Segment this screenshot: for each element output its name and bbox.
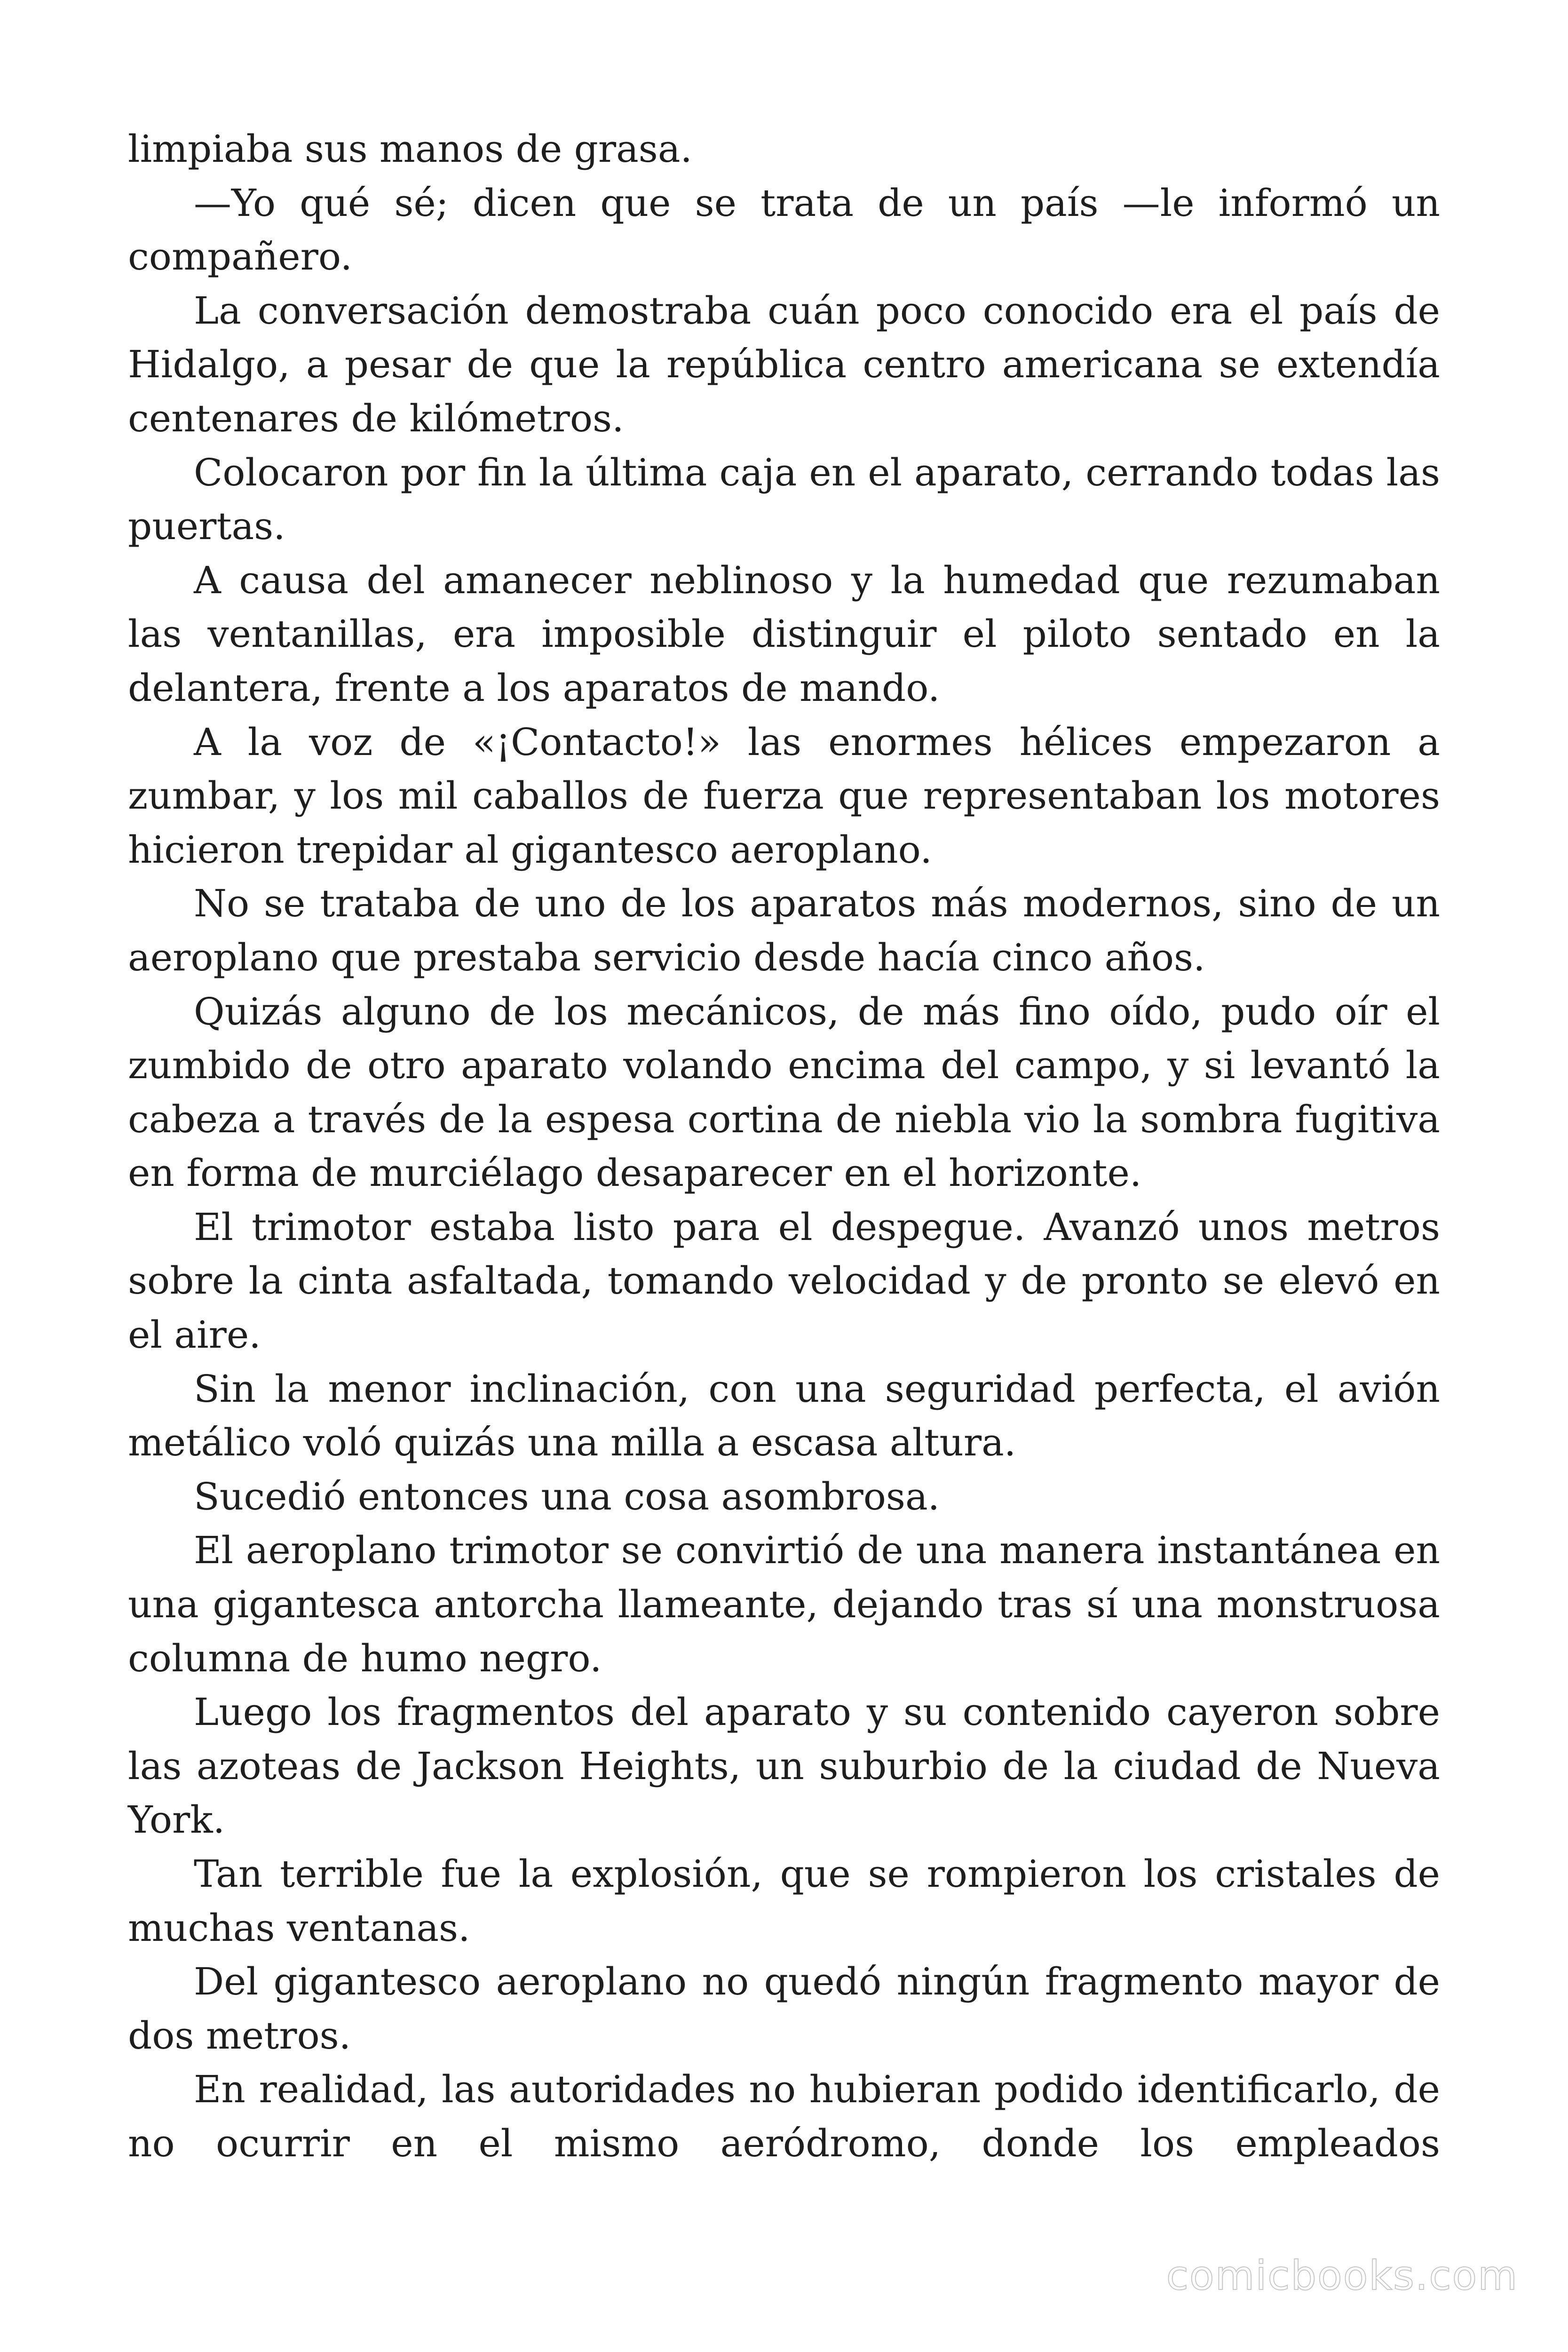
paragraph: Quizás alguno de los mecánicos, de más fino oído, pudo oír el zumbido de otro aparato volando encima del campo, y si levantó la cabeza a través de la espesa cortina de niebla vio la sombra fugitiva en forma de murciélago desaparecer en el horizonte. <box>128 989 1440 1195</box>
paragraph: No se trataba de uno de los aparatos más modernos, sino de un aeroplano que prestaba servicio desde hacía cinco años. <box>128 882 1440 979</box>
paragraph-continuation: limpiaba sus manos de grasa. <box>128 127 692 171</box>
watermark: comicbooks.com <box>1166 2252 1518 2299</box>
paragraph-continues: En realidad, las autoridades no hubieran podido identificarlo, de no ocurrir en el mismo aeródromo, donde los empleados <box>128 2067 1440 2165</box>
paragraph: El aeroplano trimotor se convirtió de una manera instantánea en una gigantesca antorcha llameante, dejando tras sí una monstruosa columna de humo negro. <box>128 1528 1440 1680</box>
paragraph: Sin la menor inclinación, con una seguridad perfecta, el avión metálico voló quizás una milla a escasa altura. <box>128 1367 1440 1465</box>
body-text <box>128 122 1440 2171</box>
paragraph: Tan terrible fue la explosión, que se rompieron los cristales de muchas ventanas. <box>128 1852 1440 1950</box>
paragraph: —Yo qué sé; dicen que se trata de un país —le informó un compañero. <box>128 181 1440 279</box>
paragraph: El trimotor estaba listo para el despegue. Avanzó unos metros sobre la cinta asfaltada, tomando velocidad y de pronto se elevó en el aire. <box>128 1205 1440 1357</box>
paragraph: Colocaron por fin la última caja en el aparato, cerrando todas las puertas. <box>128 450 1440 548</box>
paragraph: Sucedió entonces una cosa asombrosa. <box>194 1474 940 1518</box>
paragraph: Luego los fragmentos del aparato y su contenido cayeron sobre las azoteas de Jackson Heights, un suburbio de la ciudad de Nueva York. <box>128 1690 1440 1842</box>
paragraph: A la voz de «¡Contacto!» las enormes hélices empezaron a zumbar, y los mil caballos de fuerza que representaban los motores hicieron trepidar al gigantesco aeroplano. <box>128 720 1440 872</box>
paragraph: Del gigantesco aeroplano no quedó ningún fragmento mayor de dos metros. <box>128 1960 1440 2058</box>
paragraph: La conversación demostraba cuán poco conocido era el país de Hidalgo, a pesar de que la república centro americana se extendía centenares de kilómetros. <box>128 288 1440 440</box>
paragraph: A causa del amanecer neblinoso y la humedad que rezumaban las ventanillas, era imposible distinguir el piloto sentado en la delantera, frente a los aparatos de mando. <box>128 558 1440 710</box>
